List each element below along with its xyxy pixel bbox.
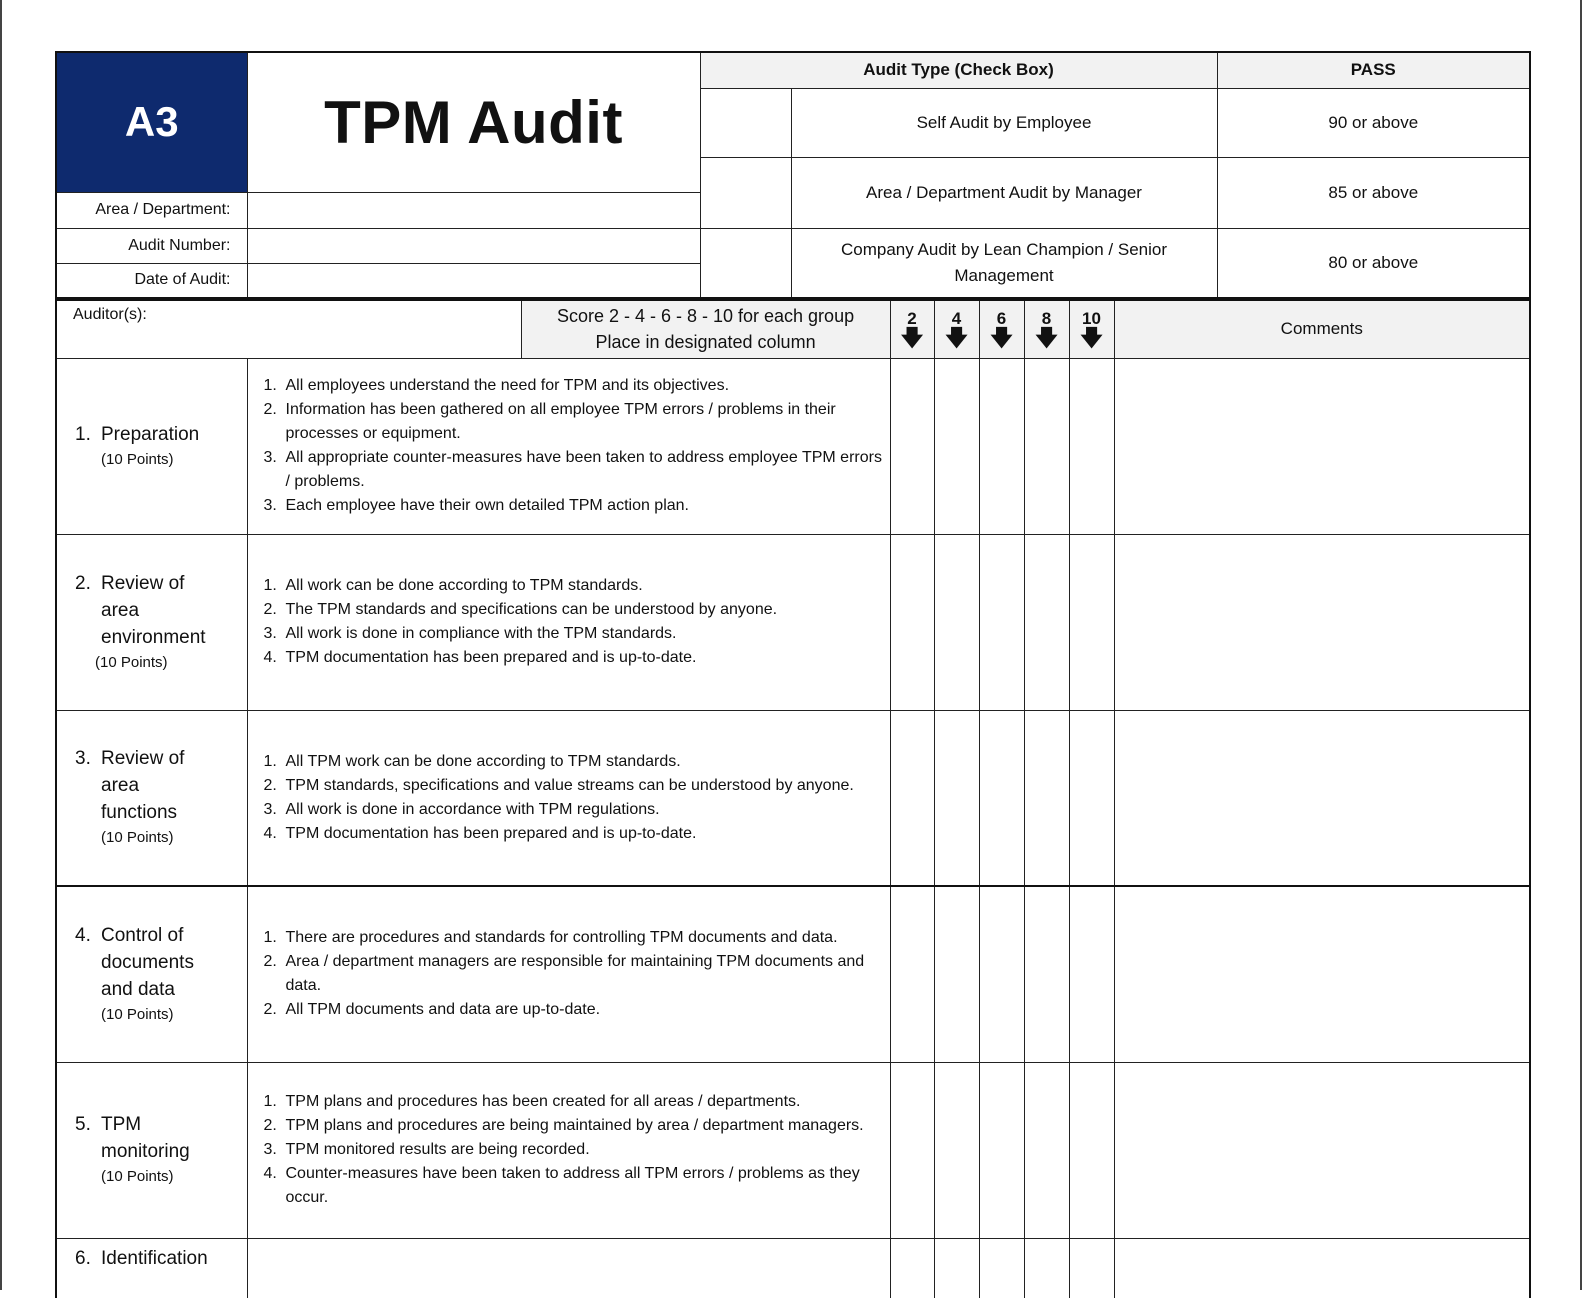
down-arrow-icon: 🡇: [945, 325, 968, 351]
score-cell-8[interactable]: [1024, 1062, 1069, 1238]
score-cell-6[interactable]: [979, 886, 1024, 1062]
score-label: 4: [951, 309, 962, 329]
checklist-item: 2. All TPM documents and data are up-to-date.: [263, 1001, 601, 1019]
score-cell-4[interactable]: [934, 710, 979, 886]
checklist-item: 1. TPM plans and procedures has been created for all areas / departments.: [263, 1093, 801, 1110]
score-cell-8[interactable]: [1024, 886, 1069, 1062]
pass-heading: PASS: [1217, 52, 1530, 88]
pass-manager: 85 or above: [1217, 157, 1530, 228]
score-col-2: [890, 300, 934, 358]
audit-type-company: [791, 228, 1217, 298]
score-cell-4[interactable]: [934, 534, 979, 710]
a3-badge: A3: [56, 52, 247, 192]
score-col-4: [934, 300, 979, 358]
section-5-label: 5. TPM monitoring (10 Points): [56, 1062, 247, 1238]
area-department-field[interactable]: [247, 192, 700, 228]
score-cell-10[interactable]: [1069, 710, 1114, 886]
section-row: [56, 1062, 1530, 1238]
score-cell-6[interactable]: [979, 1062, 1024, 1238]
checklist-item: 4. Counter-measures have been taken to address all TPM errors / problems as they occur.: [263, 1165, 860, 1206]
section-1-items: [247, 358, 890, 534]
score-cell-4[interactable]: [934, 358, 979, 534]
score-instruction-line2: Place in designated column: [595, 332, 816, 353]
comments-cell[interactable]: [1114, 534, 1530, 710]
down-arrow-icon: 🡇: [900, 325, 924, 351]
down-arrow-icon: 🡇: [1080, 325, 1103, 351]
area-department-label: Area / Department:: [56, 192, 247, 228]
checklist-item: 2. The TPM standards and specifications can be understood by anyone.: [263, 601, 778, 618]
score-cell-4[interactable]: [934, 1062, 979, 1238]
section-2-label: 2. Review of area environment (10 Points): [56, 534, 247, 710]
down-arrow-icon: 🡇: [1035, 325, 1058, 351]
section-2-items: [247, 534, 890, 710]
self-audit-checkbox[interactable]: [700, 88, 791, 157]
section-3-items: [247, 710, 890, 886]
comments-cell[interactable]: [1114, 886, 1530, 1062]
score-cell-8[interactable]: [1024, 534, 1069, 710]
audit-type-heading: Audit Type (Check Box): [700, 52, 1217, 88]
score-cell-10[interactable]: [1069, 534, 1114, 710]
checklist-item: 3. All work is done in accordance with TPM regulations.: [263, 800, 660, 818]
checklist-item: 3. TPM monitored results are being recorded.: [263, 1141, 590, 1158]
score-cell-2[interactable]: [890, 534, 934, 710]
header-table: [55, 51, 1531, 299]
audit-type-company-line1: Company Audit by Lean Champion / Senior: [840, 239, 1168, 259]
comments-cell[interactable]: [1114, 710, 1530, 886]
score-cell-2[interactable]: [890, 1238, 934, 1298]
score-label: 10: [1082, 309, 1101, 329]
section-6-label: 6. Identification: [56, 1238, 247, 1298]
score-cell-6[interactable]: [979, 358, 1024, 534]
score-instruction-line1: Score 2 - 4 - 6 - 8 - 10 for each group: [556, 306, 855, 327]
checklist-item: 3. All appropriate counter-measures have been taken to address employee TPM errors / problems.: [263, 449, 882, 490]
checklist-item: 1. All employees understand the need for TPM and its objectives.: [263, 377, 730, 394]
pass-self: 90 or above: [1217, 88, 1530, 157]
comments-cell[interactable]: [1114, 358, 1530, 534]
date-of-audit-field[interactable]: [247, 263, 700, 298]
section-row: [56, 534, 1530, 710]
score-cell-10[interactable]: [1069, 358, 1114, 534]
comments-heading: Comments: [1114, 300, 1530, 358]
score-cell-2[interactable]: [890, 358, 934, 534]
pass-company: 80 or above: [1217, 228, 1530, 298]
audit-type-manager: Area / Department Audit by Manager: [791, 157, 1217, 228]
checklist-item: 2. Information has been gathered on all employee TPM errors / problems in their processes or equipment.: [263, 401, 836, 442]
score-cell-6[interactable]: [979, 534, 1024, 710]
checklist-item: 3. Each employee have their own detailed TPM action plan.: [263, 497, 689, 514]
checklist-item: 1. All TPM work can be done according to TPM standards.: [263, 752, 681, 770]
section-4-label: 4. Control of documents and data (10 Points): [56, 886, 247, 1062]
score-label: 2: [907, 309, 917, 329]
score-cell-4[interactable]: [934, 1238, 979, 1298]
section-row: [56, 886, 1530, 1062]
audit-number-field[interactable]: [247, 228, 700, 263]
checklist-item: 1. All work can be done according to TPM standards.: [263, 577, 643, 594]
score-cell-8[interactable]: [1024, 1238, 1069, 1298]
company-audit-checkbox[interactable]: [700, 228, 791, 298]
comments-cell[interactable]: [1114, 1062, 1530, 1238]
checklist-item: 1. There are procedures and standards for controlling TPM documents and data.: [263, 929, 838, 947]
score-col-8: [1024, 300, 1069, 358]
score-cell-8[interactable]: [1024, 710, 1069, 886]
audit-sheet: [55, 51, 1529, 1298]
section-1-label: 1. Preparation (10 Points): [56, 358, 247, 534]
score-cell-2[interactable]: [890, 710, 934, 886]
checklist-item: 2. TPM standards, specifications and value streams can be understood by anyone.: [263, 776, 854, 794]
scoring-table: [55, 299, 1531, 1298]
score-col-6: [979, 300, 1024, 358]
section-4-items: [247, 886, 890, 1062]
date-of-audit-label: Date of Audit:: [56, 263, 247, 298]
score-cell-2[interactable]: [890, 1062, 934, 1238]
score-cell-4[interactable]: [934, 886, 979, 1062]
score-cell-2[interactable]: [890, 886, 934, 1062]
manager-audit-checkbox[interactable]: [700, 157, 791, 228]
section-6-items: [247, 1238, 890, 1298]
score-cell-8[interactable]: [1024, 358, 1069, 534]
checklist-item: 2. TPM plans and procedures are being maintained by area / department managers.: [263, 1117, 864, 1134]
audit-type-self: Self Audit by Employee: [791, 88, 1217, 157]
section-row: [56, 1238, 1530, 1298]
page-title: TPM Audit: [247, 52, 700, 192]
score-cell-6[interactable]: [979, 1238, 1024, 1298]
section-3-label: 3. Review of area functions (10 Points): [56, 710, 247, 886]
section-5-items: [247, 1062, 890, 1238]
score-cell-10[interactable]: [1069, 1238, 1114, 1298]
checklist-item: 2. Area / department managers are responsible for maintaining TPM documents and data.: [263, 953, 865, 995]
score-instruction: [521, 300, 890, 358]
checklist-item: 3. All work is done in compliance with the TPM standards.: [263, 625, 677, 642]
score-label: 6: [996, 309, 1007, 329]
score-cell-6[interactable]: [979, 710, 1024, 886]
auditors-label[interactable]: Auditor(s):: [56, 300, 521, 358]
checklist-item: 4. TPM documentation has been prepared and is up-to-date.: [263, 824, 697, 842]
section-row: [56, 358, 1530, 534]
score-label: 8: [1041, 309, 1052, 329]
score-col-10: [1069, 300, 1114, 358]
score-cell-10[interactable]: [1069, 1062, 1114, 1238]
audit-type-company-line2: Management: [954, 265, 1054, 285]
checklist-item: 4. TPM documentation has been prepared and is up-to-date.: [263, 649, 697, 666]
section-row: [56, 710, 1530, 886]
score-cell-10[interactable]: [1069, 886, 1114, 1062]
audit-number-label: Audit Number:: [56, 228, 247, 263]
comments-cell[interactable]: [1114, 1238, 1530, 1298]
down-arrow-icon: 🡇: [990, 325, 1013, 351]
